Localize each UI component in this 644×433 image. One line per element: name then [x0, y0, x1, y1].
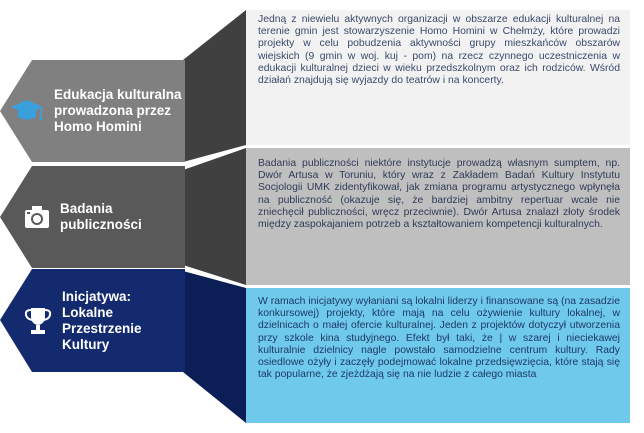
camera-icon	[24, 205, 50, 229]
title-badania: Badania publiczności	[60, 201, 142, 232]
label-inicjatywa	[24, 269, 185, 372]
graduation-cap-icon	[10, 98, 44, 124]
connector-edukacja	[183, 10, 246, 162]
label-edukacja	[10, 60, 185, 162]
label-badania	[24, 166, 185, 268]
title-edukacja: Edukacja kulturalna prowadzona przez Homo Homini	[54, 87, 182, 134]
trophy-icon	[24, 306, 52, 336]
body-inicjatywa: W ramach inicjatywy wyłaniani są lokalni liderzy i finansowane są (na zasadzie konkursowej) projekty, które mają na celu ożywienie kultury lokalnej, w dzielnicach o małej ofercie kulturalnej. Jeden z projektów dotyczył utworzenia przy szkole kina studyjnego. Efekt był taki, że | w szarej i nieciekawej kulturalnie dzielnicy nagle powstało samodzielne centrum kultury. Rady osiedlowe ożyły i zaczęły podejmować lokalne przedsięwzięcia, które stają się tak popularne, że zjeżdżają się na nie ludzie z całego miasta	[258, 296, 620, 381]
body-badania: Badania publiczności niektóre instytucje prowadzą własnym sumptem, np. Dwór Artusa w Toruniu, który wraz z Zakładem Badań Kultury Instytutu Socjologii UMK zidentyfikował, jak zmiana programu artystycznego wpłynęła na publiczność (okazuje się, że bardziej ambitny repertuar wcale nie zniechęcił publiczności, wręcz przeciwnie). Dwór Artusa znalazł złoty środek między zaspokajaniem potrzeb a kształtowaniem kompetencji kulturalnych.	[258, 158, 620, 231]
title-inicjatywa: Inicjatywa: Lokalne Przestrzenie Kultury	[62, 288, 142, 352]
connector-inicjatywa	[183, 271, 246, 423]
connector-badania	[183, 148, 246, 285]
body-edukacja: Jedną z niewielu aktywnych organizacji w obszarze edukacji kulturalnej na terenie gmin jest stowarzyszenie Homo Homini w Chełmży, które prowadzi projekty w celu pobudzenia aktywności grupy mieszkańców obszarów wiejskich (9 gmin w woj. kuj - pom) na rzecz czynnego uczestniczenia w edukacji kulturalnej dzieci w wieku przedszkolnym oraz ich rodziców. Wśród działań znajdują się wyjazdy do teatrów i na koncerty.	[258, 14, 620, 87]
